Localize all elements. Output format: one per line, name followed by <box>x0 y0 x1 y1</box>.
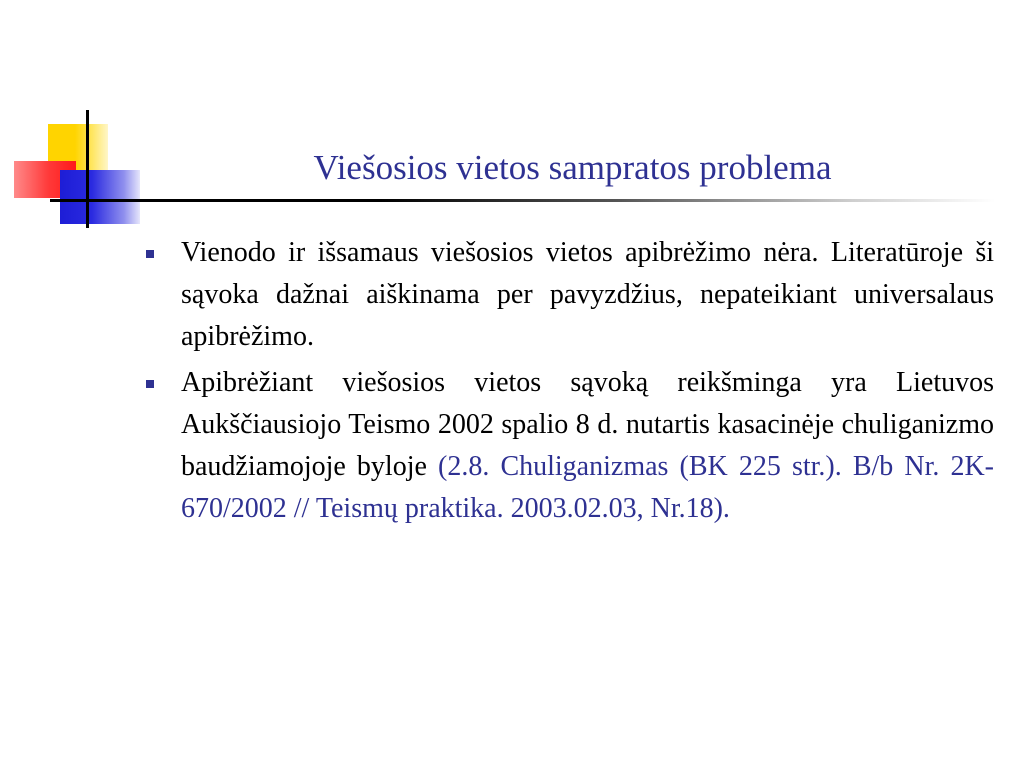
bullet-list <box>140 232 994 534</box>
slide-title: Viešosios vietos sampratos problema <box>313 148 832 187</box>
bullet-item-1 <box>140 232 994 358</box>
bullet-item-2 <box>140 362 994 530</box>
title-underline <box>50 199 995 202</box>
square-bullet-icon <box>146 250 154 258</box>
logo-vertical-line <box>86 110 89 228</box>
bullet-text-2: Apibrėžiant viešosios vietos sąvoką reikšminga yra Lietuvos Aukščiausiojo Teismo 2002 spalio 8 d. nutartis kasacinėje chuliganizmo baudžiamojoje byloje <box>181 367 994 482</box>
logo-blue-square <box>60 170 140 224</box>
bullet-text-1: Vienodo ir išsamaus viešosios vietos apibrėžimo nėra. Literatūroje ši sąvoka dažnai aiškinama per pavyzdžius, nepateikiant universalaus apibrėžimo. <box>181 237 994 352</box>
square-bullet-icon <box>146 380 154 388</box>
bullet-citation-2: (2.8. Chuliganizmas (BK 225 str.). B/b Nr. 2K-670/2002 // Teismų praktika. 2003.02.03, Nr.18). <box>181 451 995 524</box>
